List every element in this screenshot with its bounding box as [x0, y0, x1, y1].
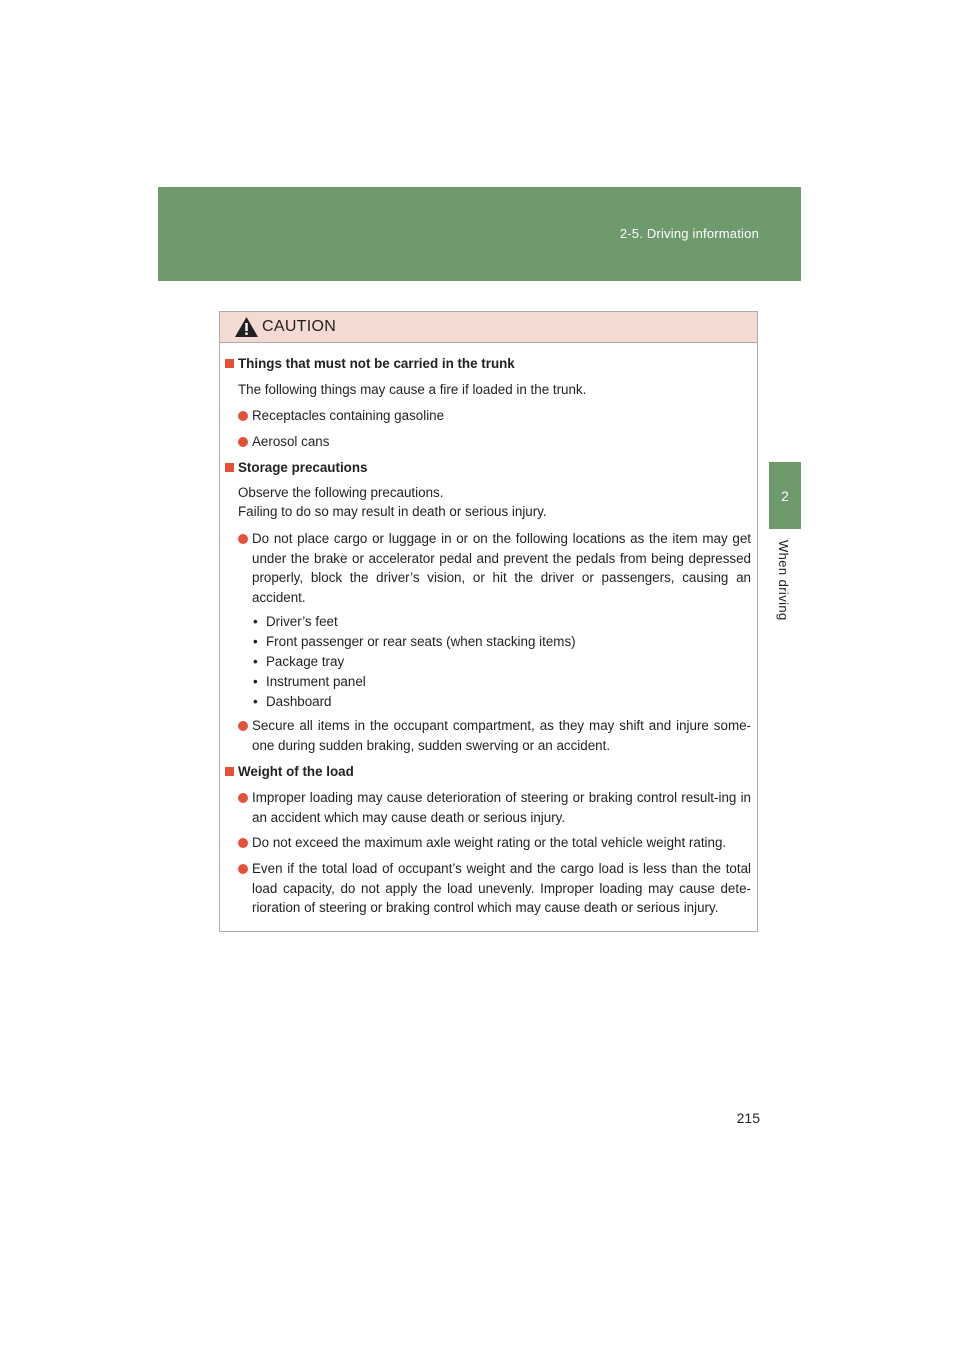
chapter-label: When driving: [776, 540, 791, 621]
list-item: Improper loading may cause deterioration of steering or braking control result-ing in an accident which may cause death or serious injury.: [238, 788, 751, 827]
page-number: 215: [736, 1110, 760, 1126]
paragraph: Failing to do so may result in death or serious injury.: [238, 504, 547, 519]
circle-bullet-icon: [238, 534, 248, 544]
circle-bullet-icon: [238, 838, 248, 848]
sub-list-item: • Package tray: [253, 654, 345, 669]
circle-bullet-icon: [238, 721, 248, 731]
chapter-tab: [769, 462, 801, 529]
list-item: Do not place cargo or luggage in or on the following locations as the item may get under the brake or accelerator pedal and prevent the pedals from being depressed properly, block the driver’s vision, or hit the driver or passengers, causing an accident.: [238, 529, 751, 607]
circle-bullet-icon: [238, 864, 248, 874]
square-bullet-icon: [225, 463, 234, 472]
circle-bullet-icon: [238, 411, 248, 421]
list-item: Even if the total load of occupant’s weight and the cargo load is less than the total load capacity, do not apply the load unevenly. Improper loading may cause dete-rioration of steering or braking control which may cause death or serious injury.: [238, 859, 751, 918]
list-item: Receptacles containing gasoline: [238, 406, 751, 426]
paragraph: The following things may cause a fire if loaded in the trunk.: [238, 382, 587, 397]
list-item: Aerosol cans: [238, 432, 751, 452]
caution-header: [220, 312, 757, 343]
warning-triangle-icon: [234, 316, 259, 338]
sub-list-item: • Dashboard: [253, 694, 332, 709]
sub-list-item: • Instrument panel: [253, 674, 366, 689]
list-item: Do not exceed the maximum axle weight rating or the total vehicle weight rating.: [238, 833, 751, 853]
section-title: 2-5. Driving information: [619, 226, 759, 241]
caution-content: [220, 343, 757, 931]
sub-list-item: • Front passenger or rear seats (when stacking items): [253, 634, 576, 649]
circle-bullet-icon: [238, 793, 248, 803]
header-band: [158, 187, 801, 281]
chapter-number: 2: [781, 488, 789, 504]
section-heading: Weight of the load: [225, 762, 751, 782]
caution-title: CAUTION: [262, 318, 337, 335]
square-bullet-icon: [225, 767, 234, 776]
list-item: Secure all items in the occupant compartment, as they may shift and injure some-one during sudden braking, sudden swerving or an accident.: [238, 716, 751, 755]
section-heading: Things that must not be carried in the trunk: [225, 354, 751, 374]
sub-list-item: • Driver’s feet: [253, 614, 338, 629]
square-bullet-icon: [225, 359, 234, 368]
section-heading: Storage precautions: [225, 458, 751, 478]
circle-bullet-icon: [238, 437, 248, 447]
caution-box: [219, 311, 758, 932]
paragraph: Observe the following precautions.: [238, 485, 444, 500]
